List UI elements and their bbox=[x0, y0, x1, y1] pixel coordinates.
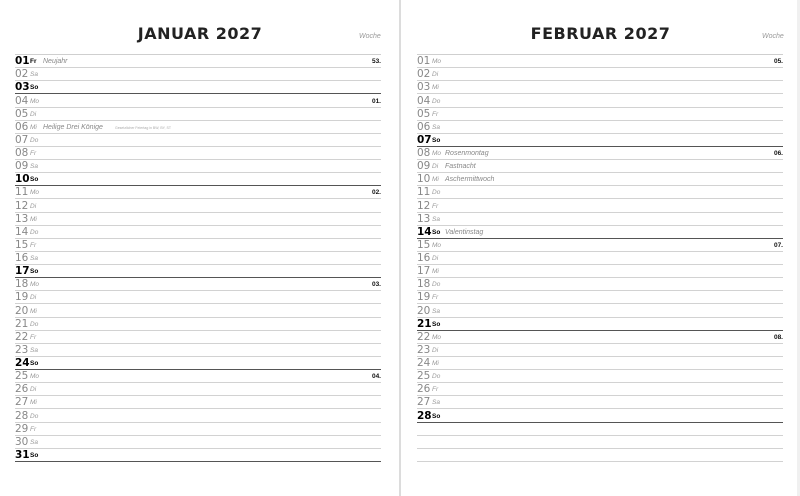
weekday-label: Mi bbox=[30, 123, 37, 131]
day-row[interactable] bbox=[15, 213, 381, 226]
day-number: 27 bbox=[417, 396, 431, 409]
day-row[interactable] bbox=[15, 396, 381, 409]
day-number: 10 bbox=[417, 173, 431, 186]
day-number: 11 bbox=[15, 186, 29, 199]
day-number: 15 bbox=[15, 238, 29, 251]
day-number: 08 bbox=[417, 147, 431, 159]
weekday-label: Sa bbox=[432, 123, 440, 131]
day-number: 25 bbox=[417, 370, 431, 383]
weekday-label: Di bbox=[30, 110, 37, 118]
blank-row[interactable] bbox=[417, 436, 783, 449]
weekday-label: Di bbox=[432, 255, 439, 262]
day-row[interactable] bbox=[15, 423, 381, 436]
day-number: 08 bbox=[15, 147, 29, 159]
weekday-label: Mi bbox=[432, 360, 439, 367]
day-number: 02 bbox=[15, 68, 29, 81]
week-number: 05. bbox=[773, 58, 783, 66]
day-row[interactable] bbox=[417, 213, 783, 226]
day-row[interactable] bbox=[15, 278, 381, 291]
week-number: 08. bbox=[773, 333, 783, 341]
day-number: 01 bbox=[15, 55, 30, 68]
day-row[interactable] bbox=[15, 291, 381, 304]
weekday-label: Mi bbox=[432, 84, 439, 92]
day-row[interactable] bbox=[417, 55, 783, 68]
day-number: 19 bbox=[417, 291, 431, 304]
blank-row[interactable] bbox=[417, 449, 783, 462]
day-number: 04 bbox=[417, 94, 431, 107]
day-number: 18 bbox=[417, 278, 431, 291]
weekday-label: Mo bbox=[30, 281, 40, 289]
day-row[interactable] bbox=[417, 160, 783, 173]
day-number: 06 bbox=[417, 120, 431, 133]
day-row[interactable] bbox=[417, 108, 783, 121]
day-number: 01 bbox=[417, 55, 431, 68]
day-row[interactable] bbox=[15, 134, 381, 147]
day-number: 12 bbox=[15, 199, 29, 212]
weekday-label: Mo bbox=[432, 241, 442, 249]
weekday-label: Do bbox=[30, 136, 39, 144]
week-number: 01. bbox=[371, 97, 381, 105]
day-number: 05 bbox=[15, 107, 29, 120]
day-number: 03 bbox=[417, 81, 431, 94]
weekday-label: Mo bbox=[432, 150, 442, 157]
day-row[interactable] bbox=[417, 134, 783, 147]
weekday-label: Sa bbox=[30, 438, 38, 446]
holiday-note: Valentinstag bbox=[445, 228, 484, 236]
day-number: 29 bbox=[15, 422, 29, 435]
day-row[interactable] bbox=[417, 357, 783, 370]
day-row[interactable] bbox=[417, 304, 783, 317]
day-number: 21 bbox=[15, 317, 29, 330]
day-row[interactable] bbox=[15, 370, 381, 383]
weekday-label: So bbox=[432, 412, 441, 420]
day-row[interactable] bbox=[15, 357, 381, 370]
week-number: 02. bbox=[371, 189, 381, 197]
day-row[interactable] bbox=[417, 226, 783, 239]
week-number: 07. bbox=[773, 241, 783, 249]
weekday-label: Do bbox=[30, 412, 39, 420]
day-row[interactable] bbox=[15, 81, 381, 94]
weekday-label: Sa bbox=[432, 399, 440, 407]
day-number: 22 bbox=[417, 330, 431, 343]
day-row[interactable] bbox=[417, 199, 783, 212]
day-number: 16 bbox=[417, 252, 431, 264]
weekday-label: Fr bbox=[432, 386, 439, 394]
day-row[interactable] bbox=[15, 239, 381, 252]
weekday-label: Di bbox=[432, 346, 439, 354]
day-number: 18 bbox=[15, 278, 29, 291]
weekday-label: Di bbox=[30, 202, 37, 210]
weekday-label: Sa bbox=[30, 346, 38, 354]
day-row[interactable] bbox=[417, 94, 783, 107]
january-page bbox=[0, 0, 399, 496]
weekday-label: Mo bbox=[432, 333, 442, 341]
day-number: 24 bbox=[15, 357, 30, 369]
weekday-label: Do bbox=[432, 373, 441, 381]
day-number: 16 bbox=[15, 252, 29, 264]
day-number: 04 bbox=[15, 94, 29, 107]
day-row[interactable] bbox=[15, 147, 381, 160]
weekday-label: Fr bbox=[30, 241, 37, 249]
weekday-label: Sa bbox=[30, 255, 38, 262]
day-number: 20 bbox=[15, 304, 29, 317]
weekday-label: Do bbox=[432, 281, 441, 289]
weekday-label: So bbox=[30, 360, 39, 367]
day-row[interactable] bbox=[15, 68, 381, 81]
day-row[interactable] bbox=[417, 318, 783, 331]
weekday-label: Mi bbox=[30, 399, 37, 407]
holiday-note: Neujahr bbox=[43, 58, 68, 66]
day-row[interactable] bbox=[15, 409, 381, 422]
weekday-label: So bbox=[30, 451, 39, 459]
day-number: 25 bbox=[15, 370, 29, 383]
day-number: 27 bbox=[15, 396, 29, 409]
day-row[interactable] bbox=[417, 121, 783, 134]
february-page bbox=[401, 0, 800, 496]
week-number: 04. bbox=[371, 373, 381, 381]
day-number: 26 bbox=[15, 383, 29, 396]
day-rows bbox=[15, 55, 381, 462]
month-title: FEBRUAR 2027 bbox=[530, 24, 671, 43]
weekday-label: Fr bbox=[432, 202, 439, 210]
week-number: 03. bbox=[371, 281, 381, 289]
day-row[interactable] bbox=[417, 278, 783, 291]
day-number: 21 bbox=[417, 317, 432, 330]
day-row[interactable] bbox=[417, 81, 783, 94]
day-row[interactable] bbox=[417, 396, 783, 409]
weekday-label: So bbox=[30, 84, 39, 92]
day-number: 17 bbox=[417, 265, 431, 278]
weekday-label: Fr bbox=[30, 58, 37, 66]
weekday-label: So bbox=[30, 176, 39, 184]
day-number: 12 bbox=[417, 199, 431, 212]
day-row[interactable] bbox=[15, 160, 381, 173]
day-number: 03 bbox=[15, 81, 30, 94]
weekday-label: Do bbox=[432, 97, 441, 105]
day-row[interactable] bbox=[417, 239, 783, 252]
day-number: 28 bbox=[417, 409, 432, 422]
week-number: 53. bbox=[371, 58, 381, 66]
day-row[interactable] bbox=[417, 291, 783, 304]
day-row[interactable] bbox=[15, 449, 381, 462]
weekday-label: Di bbox=[432, 163, 439, 171]
day-row[interactable] bbox=[417, 370, 783, 383]
weekday-label: Sa bbox=[432, 307, 440, 315]
month-title: JANUAR 2027 bbox=[137, 24, 263, 43]
holiday-note: Rosenmontag bbox=[445, 150, 489, 157]
day-row[interactable] bbox=[15, 304, 381, 317]
week-number: 06. bbox=[773, 150, 783, 157]
weekday-label: So bbox=[432, 320, 441, 328]
day-number: 20 bbox=[417, 304, 431, 317]
day-row[interactable] bbox=[15, 252, 381, 265]
day-row[interactable] bbox=[417, 68, 783, 81]
weekday-label: Mo bbox=[432, 58, 442, 66]
day-number: 28 bbox=[15, 409, 29, 422]
weekday-label: Fr bbox=[30, 425, 37, 433]
day-row[interactable] bbox=[15, 318, 381, 331]
day-row[interactable] bbox=[417, 186, 783, 199]
holiday-footnote: Gesetzlicher Feiertag in BW, BY, ST bbox=[115, 125, 171, 130]
day-number: 07 bbox=[417, 133, 432, 146]
holiday-note: Aschermittwoch bbox=[445, 176, 495, 184]
day-row[interactable] bbox=[417, 344, 783, 357]
holiday-note: Fastnacht bbox=[445, 163, 476, 171]
day-row[interactable] bbox=[15, 199, 381, 212]
day-row[interactable] bbox=[417, 173, 783, 186]
weekday-label: Di bbox=[30, 386, 37, 394]
weekday-label: So bbox=[432, 228, 441, 236]
day-row[interactable] bbox=[417, 252, 783, 265]
weekday-label: Sa bbox=[432, 215, 440, 223]
weekday-label: So bbox=[432, 136, 441, 144]
day-number: 30 bbox=[15, 435, 29, 448]
week-column-label: Woche bbox=[762, 33, 784, 40]
week-column-label: Woche bbox=[359, 33, 381, 40]
day-number: 02 bbox=[417, 68, 431, 81]
day-row[interactable] bbox=[15, 226, 381, 239]
weekday-label: Mo bbox=[30, 189, 40, 197]
day-number: 14 bbox=[15, 225, 29, 238]
weekday-label: Mo bbox=[30, 373, 40, 381]
day-row[interactable] bbox=[15, 186, 381, 199]
weekday-label: Di bbox=[30, 294, 37, 302]
day-number: 11 bbox=[417, 186, 431, 199]
weekday-label: So bbox=[30, 268, 39, 276]
day-number: 23 bbox=[15, 343, 29, 356]
day-number: 24 bbox=[417, 357, 431, 369]
day-number: 05 bbox=[417, 107, 431, 120]
day-number: 10 bbox=[15, 173, 30, 186]
weekday-label: Fr bbox=[30, 333, 37, 341]
day-number: 19 bbox=[15, 291, 29, 304]
day-number: 14 bbox=[417, 225, 432, 238]
day-number: 06 bbox=[15, 120, 29, 133]
day-number: 26 bbox=[417, 383, 431, 396]
weekday-label: Do bbox=[432, 189, 441, 197]
day-row[interactable] bbox=[417, 331, 783, 344]
weekday-label: Mo bbox=[30, 97, 40, 105]
day-number: 09 bbox=[15, 160, 29, 173]
weekday-label: Sa bbox=[30, 163, 38, 171]
weekday-label: Fr bbox=[432, 294, 439, 302]
day-row[interactable] bbox=[15, 173, 381, 186]
day-row[interactable] bbox=[417, 409, 783, 422]
day-row[interactable] bbox=[15, 344, 381, 357]
day-row[interactable] bbox=[15, 121, 381, 134]
day-number: 17 bbox=[15, 265, 30, 278]
day-number: 15 bbox=[417, 238, 431, 251]
day-row[interactable] bbox=[15, 94, 381, 107]
day-row[interactable] bbox=[417, 265, 783, 278]
day-row[interactable] bbox=[15, 55, 381, 68]
day-row[interactable] bbox=[15, 108, 381, 121]
day-row[interactable] bbox=[15, 383, 381, 396]
day-row[interactable] bbox=[417, 147, 783, 160]
weekday-label: Mi bbox=[432, 176, 439, 184]
weekday-label: Sa bbox=[30, 71, 38, 79]
day-number: 09 bbox=[417, 160, 431, 173]
day-number: 22 bbox=[15, 330, 29, 343]
blank-row[interactable] bbox=[417, 423, 783, 436]
weekday-label: Mi bbox=[30, 307, 37, 315]
day-rows bbox=[417, 55, 783, 462]
day-number: 13 bbox=[15, 212, 29, 225]
day-number: 07 bbox=[15, 133, 29, 146]
day-number: 31 bbox=[15, 448, 30, 461]
weekday-label: Di bbox=[432, 71, 439, 79]
weekday-label: Mi bbox=[30, 215, 37, 223]
weekday-label: Fr bbox=[432, 110, 439, 118]
day-row[interactable] bbox=[15, 331, 381, 344]
day-number: 23 bbox=[417, 343, 431, 356]
weekday-label: Mi bbox=[432, 268, 439, 276]
weekday-label: Fr bbox=[30, 150, 37, 157]
day-number: 13 bbox=[417, 212, 431, 225]
day-row[interactable] bbox=[15, 265, 381, 278]
day-row[interactable] bbox=[15, 436, 381, 449]
weekday-label: Do bbox=[30, 320, 39, 328]
holiday-note: Heilige Drei Könige bbox=[43, 123, 103, 131]
weekday-label: Do bbox=[30, 228, 39, 236]
day-row[interactable] bbox=[417, 383, 783, 396]
